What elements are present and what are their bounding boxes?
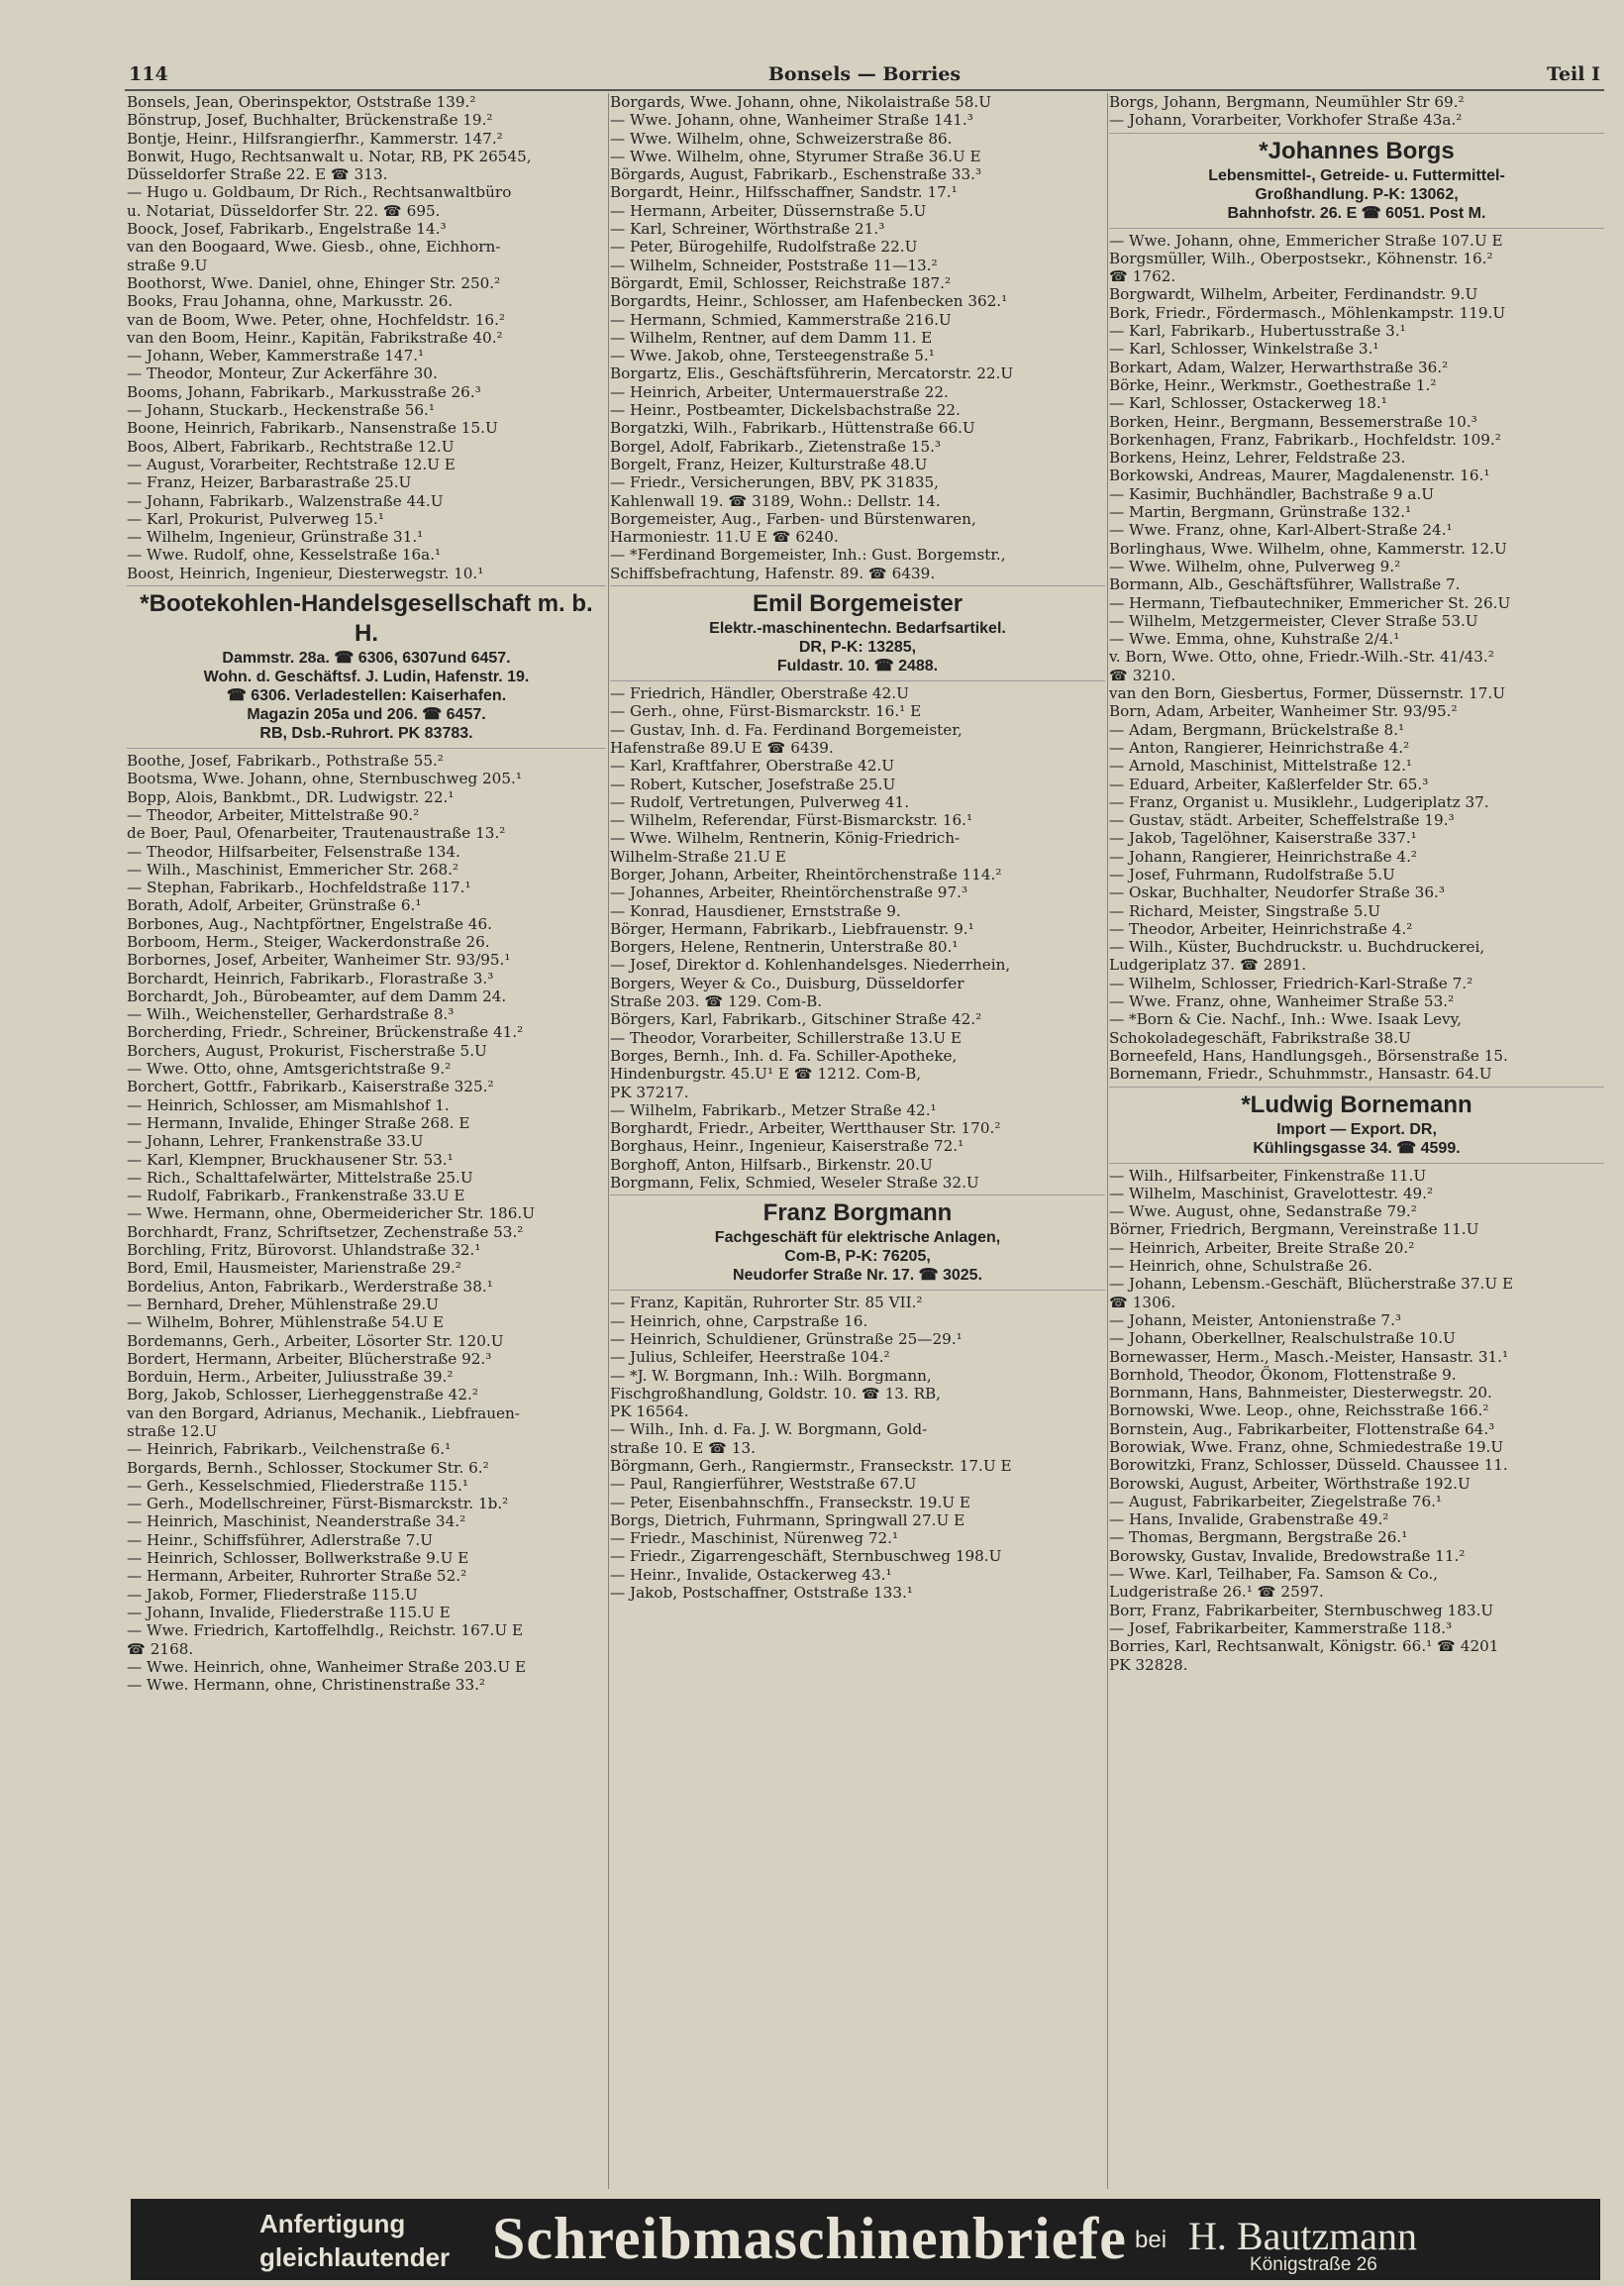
directory-entry: — Friedr., Maschinist, Nürenweg 72.¹ (610, 1529, 899, 1548)
directory-entry: — Heinrich, Schlosser, Bollwerkstraße 9.U E (127, 1549, 469, 1568)
directory-entry: Borgmann, Felix, Schmied, Weseler Straße 32.U (610, 1174, 979, 1193)
directory-entry: — Johann, Vorarbeiter, Vorkhofer Straße 43a.² (1109, 111, 1463, 130)
directory-entry: Börner, Friedrich, Bergmann, Vereinstraße 11.U (1109, 1220, 1479, 1239)
directory-entry: PK 16564. (610, 1403, 689, 1421)
directory-entry: de Boer, Paul, Ofenarbeiter, Trautenaustraße 13.² (127, 824, 506, 843)
directory-entry: — Wilh., Inh. d. Fa. J. W. Borgmann, Gold- (610, 1420, 928, 1439)
directory-entry: Borries, Karl, Rechtsanwalt, Königstr. 66.¹ ☎ 4201 (1109, 1637, 1499, 1656)
directory-entry: Boothe, Josef, Fabrikarb., Pothstraße 55.² (127, 752, 444, 771)
ad-business-name: Emil Borgemeister (752, 590, 964, 618)
directory-entry: straße 9.U (127, 256, 208, 274)
directory-entry: — Johann, Lebensm.-Geschäft, Blücherstraße 37.U E (1109, 1275, 1514, 1294)
directory-entry: — Johann, Oberkellner, Realschulstraße 10.U (1109, 1329, 1456, 1348)
ad-detail-line: Fachgeschäft für elektrische Anlagen, (714, 1229, 1001, 1247)
directory-entry: — Wilhelm, Rentner, auf dem Damm 11. E (610, 328, 933, 347)
directory-entry: PK 37217. (610, 1083, 689, 1101)
directory-entry: — Stephan, Fabrikarb., Hochfeldstraße 117.¹ (127, 879, 471, 897)
directory-entry: Boone, Heinrich, Fabrikarb., Nansenstraße 15.U (127, 419, 498, 438)
directory-entry: — Wwe. Hermann, ohne, Christinenstraße 33.² (127, 1676, 486, 1695)
directory-entry: Borg, Jakob, Schlosser, Lierheggenstraße 42.² (127, 1386, 478, 1404)
directory-entry: — Wilhelm, Ingenieur, Grünstraße 31.¹ (127, 528, 424, 547)
directory-entry: van den Boogaard, Wwe. Giesb., ohne, Eichhorn- (127, 238, 501, 257)
directory-entry: — Josef, Fabrikarbeiter, Kammerstraße 118.³ (1109, 1618, 1453, 1637)
directory-entry: — Wilhelm, Schneider, Poststraße 11—13.² (610, 256, 938, 274)
directory-entry: — Wilhelm, Fabrikarb., Metzer Straße 42.¹ (610, 1100, 937, 1119)
directory-entry: Borchardt, Heinrich, Fabrikarb., Florastraße 3.³ (127, 969, 494, 987)
directory-entry: — Wwe. Jakob, ohne, Tersteegenstraße 5.¹ (610, 347, 935, 365)
directory-entry: — Johann, Lehrer, Frankenstraße 33.U (127, 1132, 424, 1151)
directory-entry: — Gustav, städt. Arbeiter, Scheffelstraße 19.³ (1109, 811, 1455, 830)
directory-entry: — Heinrich, Schlosser, am Mismahlshof 1. (127, 1095, 450, 1114)
directory-entry: — Johannes, Arbeiter, Rheintörchenstraße 97.³ (610, 883, 968, 902)
directory-entry: Börgards, August, Fabrikarb., Eschenstraße 33.³ (610, 165, 982, 184)
directory-entry: Borowiak, Wwe. Franz, ohne, Schmiedestraße 19.U (1109, 1438, 1504, 1456)
directory-entry: — Kasimir, Buchhändler, Bachstraße 9 a.U (1109, 484, 1435, 503)
directory-entry: Borgartz, Elis., Geschäftsführerin, Mercatorstr. 22.U (610, 364, 1014, 383)
directory-entry: Borgardt, Heinr., Hilfsschaffner, Sandstr. 17.¹ (610, 183, 958, 202)
directory-entry: Börgardt, Emil, Schlosser, Reichstraße 187.² (610, 273, 952, 292)
directory-entry: — Wilh., Maschinist, Emmericher Str. 268.² (127, 860, 459, 879)
directory-entry: Borgemeister, Aug., Farben- und Bürstenwaren, (610, 509, 976, 528)
directory-entry: van den Born, Giesbertus, Former, Düssernstr. 17.U (1109, 684, 1506, 703)
ad-detail-line: Neudorfer Straße Nr. 17. ☎ 3025. (732, 1267, 983, 1285)
directory-entry: — Wwe. Karl, Teilhaber, Fa. Samson & Co., (1109, 1565, 1439, 1584)
directory-entry: Borr, Franz, Fabrikarbeiter, Sternbuschweg 183.U (1109, 1601, 1494, 1619)
directory-entry: — Rich., Schalttafelwärter, Mittelstraße 25.U (127, 1168, 473, 1187)
ad-headline: Schreibmaschinenbriefe (492, 2206, 1127, 2271)
directory-entry: Fischgroßhandlung, Goldstr. 10. ☎ 13. RB, (610, 1384, 942, 1403)
directory-entry: Borchers, August, Prokurist, Fischerstraße 5.U (127, 1041, 487, 1060)
ad-detail-line: ☎ 6306. Verladestellen: Kaiserhafen. (226, 687, 507, 705)
ad-detail-line: Dammstr. 28a. ☎ 6306, 6307und 6457. (222, 650, 511, 668)
directory-entry: Booms, Johann, Fabrikarb., Markusstraße 26.³ (127, 382, 481, 401)
directory-entry: Bönstrup, Josef, Buchhalter, Brückenstraße 19.² (127, 111, 493, 130)
ad-line-2: gleichlautender (259, 2242, 451, 2272)
directory-entry: — Robert, Kutscher, Josefstraße 25.U (610, 775, 896, 793)
directory-entry: — Karl, Kraftfahrer, Oberstraße 42.U (610, 757, 895, 776)
directory-entry: Straße 203. ☎ 129. Com-B. (610, 992, 823, 1011)
column-divider (608, 93, 609, 2189)
ad-detail-line: Wohn. d. Geschäftsf. J. Ludin, Hafenstr. 19. (203, 669, 530, 686)
directory-entry: — Johann, Stuckarb., Heckenstraße 56.¹ (127, 401, 435, 420)
directory-entry: — Heinr., Postbeamter, Dickelsbachstraße 22. (610, 401, 961, 420)
directory-entry: Börger, Hermann, Fabrikarb., Liebfrauenstr. 9.¹ (610, 919, 974, 938)
business-advertisement (1109, 1087, 1604, 1164)
ad-bei: bei (1135, 2227, 1167, 2253)
directory-entry: — Rudolf, Vertretungen, Pulverweg 41. (610, 792, 910, 811)
directory-entry: van den Boom, Heinr., Kapitän, Fabrikstraße 40.² (127, 328, 503, 347)
ad-business-name: Franz Borgmann (762, 1199, 953, 1227)
directory-entry: — Johann, Meister, Antonienstraße 7.³ (1109, 1310, 1401, 1329)
ad-company: H. Bautzmann (1188, 2214, 1418, 2258)
directory-entry: Borowitzki, Franz, Schlosser, Düsseld. Chaussee 11. (1109, 1456, 1508, 1475)
directory-entry: Hafenstraße 89.U E ☎ 6439. (610, 738, 834, 757)
directory-entry: — Adam, Bergmann, Brückelstraße 8.¹ (1109, 720, 1405, 739)
directory-entry: Borcherding, Friedr., Schreiner, Brückenstraße 41.² (127, 1023, 524, 1042)
directory-entry: — Josef, Fuhrmann, Rudolfstraße 5.U (1109, 865, 1395, 883)
directory-entry: straße 10. E ☎ 13. (610, 1438, 756, 1457)
directory-entry: Bornowski, Wwe. Leop., ohne, Reichsstraße 166.² (1109, 1402, 1489, 1420)
directory-entry: ☎ 1762. (1109, 267, 1176, 286)
directory-entry: — Franz, Heizer, Barbarastraße 25.U (127, 473, 412, 492)
directory-entry: — Wwe. Wilhelm, ohne, Pulverweg 9.² (1109, 557, 1401, 575)
directory-entry: Borkart, Adam, Walzer, Herwarthstraße 36.² (1109, 358, 1449, 376)
directory-entry: Borgsmüller, Wilh., Oberpostsekr., Köhnenstr. 16.² (1109, 249, 1493, 267)
directory-entry: — Karl, Schreiner, Wörthstraße 21.³ (610, 220, 885, 239)
directory-entry: Borchardt, Joh., Bürobeamter, auf dem Damm 24. (127, 987, 507, 1005)
directory-entry: Borgers, Weyer & Co., Duisburg, Düsseldorfer (610, 974, 964, 992)
directory-entry: Börgers, Karl, Fabrikarb., Gitschiner Straße 42.² (610, 1010, 982, 1029)
directory-entry: u. Notariat, Düsseldorfer Str. 22. ☎ 695. (127, 201, 441, 220)
ad-detail-line: Import — Export. DR, (1276, 1120, 1437, 1138)
directory-entry: — Wilhelm, Schlosser, Friedrich-Karl-Straße 7.² (1109, 974, 1473, 992)
directory-entry: — Hermann, Arbeiter, Düssernstraße 5.U (610, 201, 927, 220)
directory-entry: van den Borgard, Adrianus, Mechanik., Liebfrauen- (127, 1403, 520, 1422)
directory-entry: — Hermann, Invalide, Ehinger Straße 268. E (127, 1113, 470, 1132)
directory-entry: Borbornes, Josef, Arbeiter, Wanheimer Str. 93/95.¹ (127, 951, 511, 970)
directory-entry: Kahlenwall 19. ☎ 3189, Wohn.: Dellstr. 14. (610, 491, 941, 510)
directory-entry: Borchhardt, Franz, Schriftsetzer, Zechenstraße 53.² (127, 1222, 524, 1241)
directory-entry: — Hermann, Tiefbautechniker, Emmericher St. 26.U (1109, 593, 1511, 612)
directory-entry: — Wwe. Emma, ohne, Kuhstraße 2/4.¹ (1109, 630, 1400, 649)
directory-entry: Borgardts, Heinr., Schlosser, am Hafenbecken 362.¹ (610, 292, 1008, 311)
directory-entry: Bormann, Alb., Geschäftsführer, Wallstraße 7. (1109, 575, 1461, 594)
directory-entry: Bornemann, Friedr., Schuhmmstr., Hansastr. 64.U (1109, 1065, 1492, 1084)
directory-entry: — Julius, Schleifer, Heerstraße 104.² (610, 1348, 890, 1367)
directory-entry: — Thomas, Bergmann, Bergstraße 26.¹ (1109, 1528, 1408, 1547)
business-advertisement (610, 1195, 1105, 1291)
directory-entry: Boos, Albert, Fabrikarb., Rechtstraße 12.U (127, 437, 455, 456)
directory-entry: Borgatzki, Wilh., Fabrikarb., Hüttenstraße 66.U (610, 419, 975, 438)
directory-entry: — Johann, Rangierer, Heinrichstraße 4.² (1109, 847, 1418, 866)
directory-entry: — Gerh., Modellschreiner, Fürst-Bismarckstr. 1b.² (127, 1495, 509, 1513)
directory-entry: ☎ 1306. (1109, 1293, 1176, 1311)
directory-entry: — Jakob, Former, Fliederstraße 115.U (127, 1585, 418, 1604)
directory-entry: Borchert, Gottfr., Fabrikarb., Kaiserstraße 325.² (127, 1078, 494, 1096)
directory-entry: Borchling, Fritz, Bürovorst. Uhlandstraße 32.¹ (127, 1241, 481, 1260)
directory-entry: Bonwit, Hugo, Rechtsanwalt u. Notar, RB, PK 26545, (127, 147, 532, 165)
directory-entry: Börgmann, Gerh., Rangiermstr., Franseckstr. 17.U E (610, 1457, 1012, 1475)
directory-entry: Borneefeld, Hans, Handlungsgeh., Börsenstraße 15. (1109, 1046, 1508, 1065)
directory-entry: — Wwe. Franz, ohne, Wanheimer Straße 53.² (1109, 992, 1455, 1011)
directory-entry: van de Boom, Wwe. Peter, ohne, Hochfeldstr. 16.² (127, 310, 505, 329)
directory-entry: Börke, Heinr., Werkmstr., Goethestraße 1.² (1109, 375, 1437, 394)
directory-entry: Borbones, Aug., Nachtpförtner, Engelstraße 46. (127, 914, 492, 933)
directory-entry: ☎ 3210. (1109, 666, 1176, 684)
directory-entry: — Wilh., Küster, Buchdruckstr. u. Buchdruckerei, (1109, 938, 1485, 957)
directory-entry: — Oskar, Buchhalter, Neudorfer Straße 36.³ (1109, 883, 1445, 902)
directory-entry: — Heinrich, ohne, Carpstraße 16. (610, 1311, 868, 1330)
directory-entry: Borduin, Herm., Arbeiter, Juliusstraße 39.² (127, 1368, 454, 1387)
directory-entry: Harmoniestr. 11.U E ☎ 6240. (610, 528, 839, 547)
directory-entry: Boost, Heinrich, Ingenieur, Diesterwegstr. 10.¹ (127, 564, 484, 582)
directory-entry: Borghaus, Heinr., Ingenieur, Kaiserstraße 72.¹ (610, 1137, 964, 1156)
directory-entry: — Eduard, Arbeiter, Kaßlerfelder Str. 65.³ (1109, 775, 1429, 793)
directory-entry: — Wilhelm, Metzgermeister, Clever Straße 53.U (1109, 611, 1478, 630)
page-part: Teil I (1547, 63, 1600, 85)
directory-entry: Schiffsbefrachtung, Hafenstr. 89. ☎ 6439. (610, 564, 936, 582)
directory-entry: Borkenhagen, Franz, Fabrikarb., Hochfeldstr. 109.² (1109, 430, 1501, 449)
directory-entry: — Wwe. Wilhelm, ohne, Schweizerstraße 86. (610, 129, 953, 148)
directory-entry: Schokoladegeschäft, Fabrikstraße 38.U (1109, 1028, 1411, 1047)
directory-entry: Borgards, Wwe. Johann, ohne, Nikolaistraße 58.U (610, 93, 992, 111)
directory-entry: Düsseldorfer Straße 22. E ☎ 313. (127, 165, 388, 184)
directory-entry: ☎ 2168. (127, 1639, 194, 1658)
directory-entry: — Karl, Fabrikarb., Hubertusstraße 3.¹ (1109, 322, 1406, 341)
directory-entry: Bornmann, Hans, Bahnmeister, Diesterwegstr. 20. (1109, 1384, 1492, 1403)
directory-entry: Borgelt, Franz, Heizer, Kulturstraße 48.U (610, 455, 928, 473)
directory-entry: Bordelius, Anton, Fabrikarb., Werderstraße 38.¹ (127, 1277, 493, 1296)
page-title: Bonsels — Borries (767, 63, 962, 85)
directory-entry: — Heinrich, Arbeiter, Untermauerstraße 22. (610, 382, 949, 401)
directory-entry: Ludgeristraße 26.¹ ☎ 2597. (1109, 1583, 1324, 1602)
ad-detail-line: Bahnhofstr. 26. E ☎ 6051. Post M. (1227, 204, 1486, 222)
directory-entry: Borghoff, Anton, Hilfsarb., Birkenstr. 20.U (610, 1155, 933, 1174)
directory-entry: — Wwe. Rudolf, ohne, Kesselstraße 16a.¹ (127, 546, 442, 565)
directory-entry: Ludgeriplatz 37. ☎ 2891. (1109, 956, 1307, 975)
directory-entry: — Peter, Eisenbahnschffn., Franseckstr. 19.U E (610, 1493, 970, 1511)
directory-entry: Borges, Bernh., Inh. d. Fa. Schiller-Apotheke, (610, 1046, 958, 1065)
ad-business-name: *Ludwig Bornemann (1241, 1091, 1472, 1118)
directory-entry: — Gustav, Inh. d. Fa. Ferdinand Borgemeister, (610, 720, 963, 739)
directory-entry: — Hermann, Arbeiter, Ruhrorter Straße 52.² (127, 1567, 467, 1586)
directory-entry: PK 32828. (1109, 1655, 1188, 1674)
directory-entry: Bord, Emil, Hausmeister, Marienstraße 29.² (127, 1259, 461, 1278)
directory-entry: — Karl, Prokurist, Pulverweg 15.¹ (127, 509, 384, 528)
directory-entry: Borgs, Dietrich, Fuhrmann, Springwall 27.U E (610, 1510, 965, 1529)
ad-detail-line: Elektr.-maschinentechn. Bedarfsartikel. (709, 620, 1006, 638)
business-advertisement (127, 585, 606, 749)
directory-entry: Bopp, Alois, Bankbmt., DR. Ludwigstr. 22.¹ (127, 787, 455, 806)
directory-entry: — Wwe. Friedrich, Kartoffelhdlg., Reichstr. 167.U E (127, 1621, 524, 1640)
ad-line-1: Anfertigung (259, 2209, 406, 2238)
business-advertisement (610, 585, 1105, 681)
directory-entry: — Wilhelm, Maschinist, Gravelottestr. 49.² (1109, 1184, 1434, 1202)
directory-entry: Bordemanns, Gerh., Arbeiter, Lösorter Str. 120.U (127, 1331, 504, 1350)
directory-entry: — Theodor, Arbeiter, Heinrichstraße 4.² (1109, 919, 1413, 938)
directory-entry: Borowsky, Gustav, Invalide, Bredowstraße 11.² (1109, 1546, 1466, 1565)
directory-entry: v. Born, Wwe. Otto, ohne, Friedr.-Wilh.-Str. 41/43.² (1109, 648, 1494, 667)
directory-entry: — Wwe. Franz, ohne, Karl-Albert-Straße 24.¹ (1109, 521, 1453, 540)
directory-entry: — August, Fabrikarbeiter, Ziegelstraße 76.¹ (1109, 1492, 1443, 1510)
ad-detail-line: DR, P-K: 13285, (798, 639, 917, 657)
directory-entry: — Wwe. Johann, ohne, Emmericher Straße 107.U E (1109, 231, 1503, 250)
directory-entry: — Franz, Organist u. Musiklehr., Ludgeriplatz 37. (1109, 792, 1489, 811)
column-divider (1107, 93, 1108, 2189)
directory-entry: — Jakob, Postschaffner, Oststraße 133.¹ (610, 1584, 913, 1603)
directory-entry: — Wilh., Hilfsarbeiter, Finkenstraße 11.U (1109, 1166, 1427, 1185)
directory-entry: Bornstein, Aug., Fabrikarbeiter, Flottenstraße 64.³ (1109, 1419, 1495, 1438)
directory-entry: — Josef, Direktor d. Kohlenhandelsges. Niederrhein, (610, 956, 1011, 975)
directory-entry: — Friedrich, Händler, Oberstraße 42.U (610, 684, 909, 703)
directory-entry: Borath, Adolf, Arbeiter, Grünstraße 6.¹ (127, 896, 422, 915)
directory-entry: Bontje, Heinr., Hilfsrangierfhr., Kammerstr. 147.² (127, 129, 503, 148)
directory-entry: Borboom, Herm., Steiger, Wackerdonstraße 26. (127, 932, 490, 951)
ad-detail-line: Lebensmittel-, Getreide- u. Futtermittel- (1208, 166, 1505, 184)
directory-entry: Born, Adam, Arbeiter, Wanheimer Str. 93/95.² (1109, 702, 1458, 721)
directory-entry: — Theodor, Monteur, Zur Ackerfähre 30. (127, 364, 438, 383)
directory-entry: Borowski, August, Arbeiter, Wörthstraße 192.U (1109, 1474, 1471, 1493)
directory-entry: — Arnold, Maschinist, Mittelstraße 12.¹ (1109, 757, 1413, 776)
directory-entry: — Martin, Bergmann, Grünstraße 132.¹ (1109, 503, 1412, 522)
directory-entry: Borkens, Heinz, Lehrer, Feldstraße 23. (1109, 449, 1406, 468)
directory-entry: — Gerh., Kesselschmied, Fliederstraße 115.¹ (127, 1476, 469, 1495)
directory-entry: Bootsma, Wwe. Johann, ohne, Sternbuschweg 205.¹ (127, 770, 522, 788)
directory-entry: Bordert, Hermann, Arbeiter, Blücherstraße 92.³ (127, 1349, 492, 1368)
directory-entry: — Heinrich, ohne, Schulstraße 26. (1109, 1257, 1372, 1276)
directory-entry: straße 12.U (127, 1422, 218, 1440)
directory-entry: — Theodor, Arbeiter, Mittelstraße 90.² (127, 805, 420, 824)
directory-entry: — Wilhelm, Bohrer, Mühlenstraße 54.U E (127, 1313, 445, 1332)
ad-detail-line: Kühlingsgasse 34. ☎ 4599. (1253, 1139, 1461, 1157)
directory-entry: — Franz, Kapitän, Ruhrorter Str. 85 VII.² (610, 1294, 923, 1312)
column-3 (1109, 93, 1604, 2189)
directory-entry: — Hans, Invalide, Grabenstraße 49.² (1109, 1510, 1389, 1529)
directory-entry: — Peter, Bürogehilfe, Rudolfstraße 22.U (610, 238, 918, 257)
directory-entry: Hindenburgstr. 45.U¹ E ☎ 1212. Com-B, (610, 1065, 922, 1084)
directory-entry: Borgards, Bernh., Schlosser, Stockumer Str. 6.² (127, 1458, 489, 1477)
directory-entry: — Wwe. Heinrich, ohne, Wanheimer Straße 203.U E (127, 1657, 527, 1676)
directory-entry: — Richard, Meister, Singstraße 5.U (1109, 901, 1381, 920)
directory-entry: — Wwe. Wilhelm, Rentnerin, König-Friedrich- (610, 829, 961, 848)
directory-entry: — Johann, Fabrikarb., Walzenstraße 44.U (127, 491, 444, 510)
directory-entry: Boothorst, Wwe. Daniel, ohne, Ehinger Str. 250.² (127, 273, 501, 292)
directory-entry: Boock, Josef, Fabrikarb., Engelstraße 14.³ (127, 220, 447, 239)
directory-entry: — August, Vorarbeiter, Rechtstraße 12.U E (127, 455, 456, 473)
page-header (125, 63, 1604, 91)
directory-entry: — Hugo u. Goldbaum, Dr Rich., Rechtsanwaltbüro (127, 183, 512, 202)
ad-detail-line: Großhandlung. P-K: 13062, (1255, 185, 1459, 203)
directory-entry: — Heinrich, Fabrikarb., Veilchenstraße 6.¹ (127, 1440, 452, 1459)
directory-entry: — Karl, Schlosser, Ostackerweg 18.¹ (1109, 394, 1387, 413)
directory-entry: Bonsels, Jean, Oberinspektor, Oststraße 139.² (127, 93, 476, 111)
directory-entry: — Gerh., ohne, Fürst-Bismarckstr. 16.¹ E (610, 702, 922, 721)
directory-entry: — Heinrich, Maschinist, Neanderstraße 34.² (127, 1512, 466, 1531)
page-number: 114 (129, 63, 168, 85)
directory-entry: Wilhelm-Straße 21.U E (610, 847, 786, 866)
ad-detail-line: Fuldastr. 10. ☎ 2488. (776, 658, 939, 675)
directory-entry: Borken, Heinr., Bergmann, Bessemerstraße 10.³ (1109, 412, 1477, 431)
directory-entry: — Jakob, Tagelöhner, Kaiserstraße 337.¹ (1109, 829, 1417, 848)
directory-entry: — Johann, Invalide, Fliederstraße 115.U E (127, 1603, 451, 1621)
ad-address: Königstraße 26 (1250, 2254, 1377, 2275)
ad-business-name: *Johannes Borgs (1259, 137, 1455, 164)
directory-entry: — Karl, Schlosser, Winkelstraße 3.¹ (1109, 340, 1379, 359)
directory-entry: Bork, Friedr., Fördermasch., Möhlenkampstr. 119.U (1109, 303, 1506, 322)
directory-entry: — Friedr., Zigarrengeschäft, Sternbuschweg 198.U (610, 1547, 1002, 1566)
directory-entry: — Heinr., Invalide, Ostackerweg 43.¹ (610, 1565, 892, 1584)
directory-entry: Bornewasser, Herm., Masch.-Meister, Hansastr. 31.¹ (1109, 1347, 1509, 1366)
directory-entry: — Paul, Rangierführer, Weststraße 67.U (610, 1475, 917, 1494)
directory-entry: — Wwe. Wilhelm, ohne, Styrumer Straße 36.U E (610, 147, 981, 165)
directory-entry: Borgwardt, Wilhelm, Arbeiter, Ferdinandstr. 9.U (1109, 285, 1478, 304)
directory-entry: — Wwe. Hermann, ohne, Obermeidericher Str. 186.U (127, 1204, 536, 1223)
directory-entry: Borgers, Helene, Rentnerin, Unterstraße 80.¹ (610, 938, 959, 957)
directory-entry: — *Born & Cie. Nachf., Inh.: Wwe. Isaak Levy, (1109, 1010, 1463, 1029)
directory-entry: Borger, Johann, Arbeiter, Rheintörchenstraße 114.² (610, 865, 1002, 883)
ad-business-name: *Bootekohlen-Handelsgesellschaft m. b. H. (140, 590, 593, 648)
directory-entry: — Konrad, Hausdiener, Ernststraße 9. (610, 901, 901, 920)
directory-entry: — Johann, Weber, Kammerstraße 147.¹ (127, 347, 425, 365)
directory-entry: Books, Frau Johanna, ohne, Markusstr. 26. (127, 292, 454, 311)
directory-entry: — Wilh., Weichensteller, Gerhardstraße 8.³ (127, 1005, 455, 1024)
directory-entry: Borlinghaus, Wwe. Wilhelm, ohne, Kammerstr. 12.U (1109, 539, 1507, 558)
column-2 (610, 93, 1105, 2189)
ad-detail-line: RB, Dsb.-Ruhrort. PK 83783. (259, 725, 473, 743)
directory-entry: — *J. W. Borgmann, Inh.: Wilh. Borgmann, (610, 1366, 932, 1385)
directory-entry: — Friedr., Versicherungen, BBV, PK 31835, (610, 473, 939, 492)
directory-entry: — Anton, Rangierer, Heinrichstraße 4.² (1109, 738, 1410, 757)
business-advertisement (1109, 133, 1604, 229)
directory-entry: — Rudolf, Fabrikarb., Frankenstraße 33.U E (127, 1187, 465, 1205)
directory-entry: Borkowski, Andreas, Maurer, Magdalenenstr. 16.¹ (1109, 467, 1490, 485)
directory-entry: — Heinrich, Schuldiener, Grünstraße 25—29.¹ (610, 1329, 963, 1348)
directory-entry: Borgel, Adolf, Fabrikarb., Zietenstraße 15.³ (610, 437, 942, 456)
directory-entry: — Theodor, Hilfsarbeiter, Felsenstraße 134. (127, 842, 460, 861)
directory-entry: — Wwe. Otto, ohne, Amtsgerichtstraße 9.² (127, 1060, 452, 1079)
directory-entry: — Theodor, Vorarbeiter, Schillerstraße 13.U E (610, 1028, 962, 1047)
directory-entry: Bornhold, Theodor, Ökonom, Flottenstraße 9. (1109, 1365, 1457, 1384)
column-1 (127, 93, 606, 2189)
directory-entry: Borgs, Johann, Bergmann, Neumühler Str 69.² (1109, 93, 1465, 111)
directory-entry: — Heinrich, Arbeiter, Breite Straße 20.² (1109, 1238, 1415, 1257)
directory-entry: Borghardt, Friedr., Arbeiter, Wertthauser Str. 170.² (610, 1119, 1001, 1138)
advertisement-banner (131, 2199, 1600, 2280)
directory-entry: — Wwe. August, ohne, Sedanstraße 79.² (1109, 1202, 1417, 1221)
directory-entry: — Hermann, Schmied, Kammerstraße 216.U (610, 310, 952, 329)
ad-detail-line: Com-B, P-K: 76205, (784, 1248, 931, 1266)
directory-entry: — Bernhard, Dreher, Mühlenstraße 29.U (127, 1295, 439, 1313)
directory-entry: — Wwe. Johann, ohne, Wanheimer Straße 141.³ (610, 111, 973, 130)
directory-entry: — Heinr., Schiffsführer, Adlerstraße 7.U (127, 1530, 434, 1549)
directory-entry: — Wilhelm, Referendar, Fürst-Bismarckstr. 16.¹ (610, 811, 973, 830)
ad-detail-line: Magazin 205a und 206. ☎ 6457. (247, 706, 486, 724)
directory-entry: — *Ferdinand Borgemeister, Inh.: Gust. Borgemstr., (610, 546, 1006, 565)
directory-entry: — Karl, Klempner, Bruckhausener Str. 53.¹ (127, 1150, 454, 1169)
